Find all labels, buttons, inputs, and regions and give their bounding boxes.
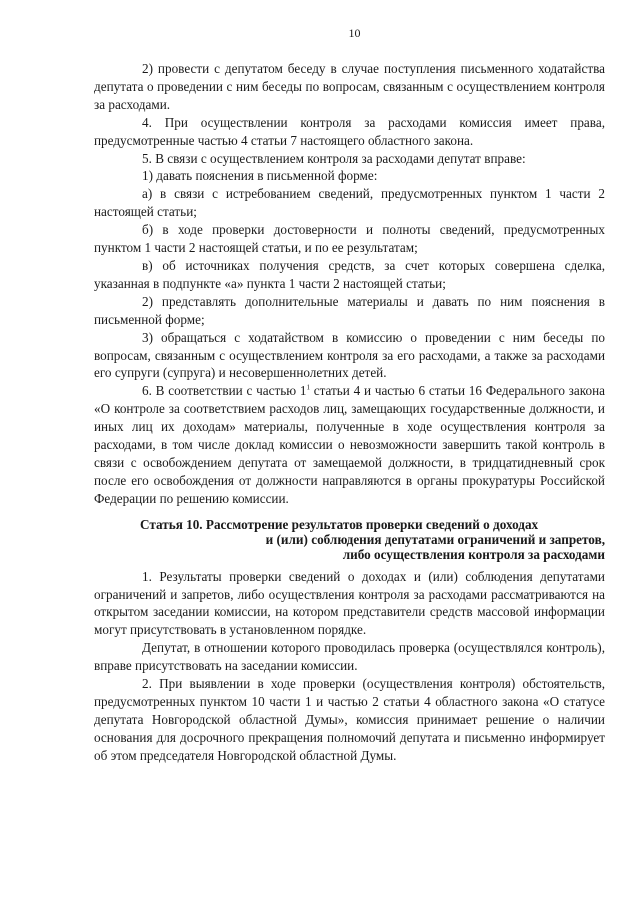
paragraph: 1. Результаты проверки сведений о доходах и (или) соблюдения депутатами ограничений и запретов, либо осуществления контроля за расходами рассматриваются на открытом заседании комиссии, на котором представители средств массовой информации могут присутствовать в установленном порядке. [94, 568, 605, 638]
page-number: 10 [348, 26, 361, 40]
paragraph-6-rest: статьи 4 и частью 6 статьи 16 Федерального закона «О контроле за соответствием расходов лиц, замещающих государственные должности, и иных лиц их доходам» материалы, полученные в ходе осуществления контроля за расходами, в том числе доклад комиссии о невозможности завершить такой контроль в связи с освобождением депутата от замещаемой должности, в тридцатидневный срок после его освобождения от должности направляются в органы прокуратуры Российской Федерации по решению комиссии. [94, 383, 605, 506]
paragraph-6 [94, 382, 605, 507]
article-heading [94, 517, 605, 562]
paragraph: б) в ходе проверки достоверности и полноты сведений, предусмотренных пунктом 1 части 2 настоящей статьи, и по ее результатам; [94, 222, 605, 256]
paragraph: 1) давать пояснения в письменной форме: [142, 168, 378, 184]
paragraph-6-start: 6. В соответствии с частью 1 [142, 383, 307, 399]
paragraph: 4. При осуществлении контроля за расходами комиссия имеет права, предусмотренные частью 4 статьи 7 настоящего областного закона. [94, 114, 605, 148]
paragraph: а) в связи с истребованием сведений, предусмотренных пунктом 1 части 2 настоящей статьи; [94, 186, 605, 220]
paragraph: 5. В связи с осуществлением контроля за расходами депутат вправе: [142, 150, 526, 166]
paragraph: 3) обращаться с ходатайством в комиссию о проведении с ним беседы по вопросам, связанным с осуществлением контроля за его расходами, а также за расходами его супруги (супруга) и несовершеннолетних детей. [94, 329, 605, 381]
article-heading-line-1: Статья 10. Рассмотрение результатов проверки сведений о доходах [140, 516, 539, 532]
paragraph: 2. При выявлении в ходе проверки (осуществления контроля) обстоятельств, предусмотренных пунктом 10 части 1 и частью 2 статьи 4 областного закона «О статусе депутата Новгородской областной Думы», комиссия принимает решение о наличии основания для досрочного прекращения полномочий депутата и письменно информирует об этом председателя Новгородской областной Думы. [94, 676, 605, 763]
article-heading-line-2: и (или) соблюдения депутатами ограничений и запретов, [265, 531, 605, 547]
paragraph: 2) провести с депутатом беседу в случае поступления письменного ходатайства депутата о проведении с ним беседы по вопросам, связанным с осуществлением контроля за расходами. [94, 61, 605, 112]
paragraph: 2) представлять дополнительные материалы и давать по ним пояснения в письменной форме; [94, 293, 605, 327]
article-heading-line-3: либо осуществления контроля за расходами [342, 546, 605, 562]
paragraph: в) об источниках получения средств, за счет которых совершена сделка, указанная в подпункте «а» пункта 1 части 2 настоящей статьи; [94, 257, 605, 291]
paragraph: Депутат, в отношении которого проводилась проверка (осуществлялся контроль), вправе присутствовать на заседании комиссии. [94, 640, 605, 674]
superscript: 1 [306, 383, 310, 392]
